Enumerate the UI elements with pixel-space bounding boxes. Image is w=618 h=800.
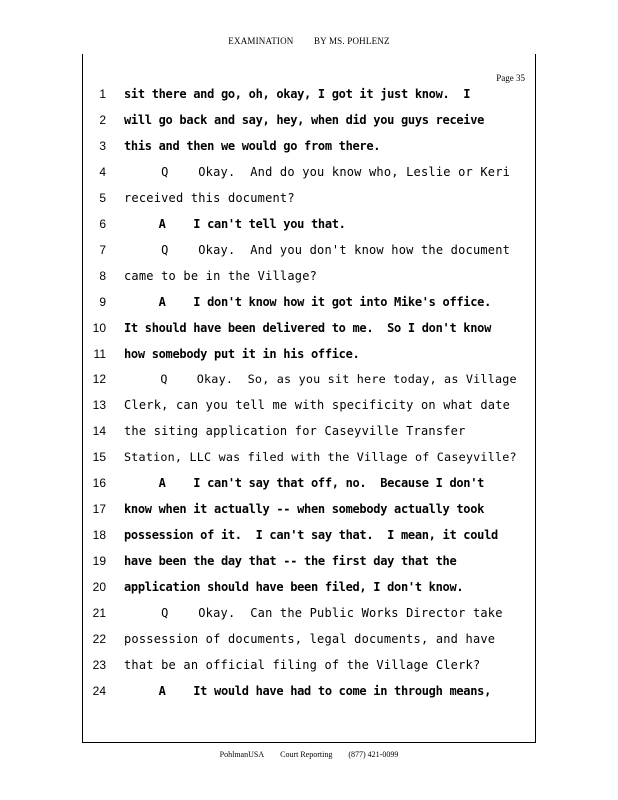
line-number: 2 — [99, 112, 106, 127]
line-number: 6 — [99, 216, 106, 231]
transcript-line — [0, 499, 618, 525]
transcript-line — [0, 603, 618, 629]
transcript-line — [0, 655, 618, 681]
line-text: possession of it. I can't say that. I mean, it could — [124, 528, 498, 543]
line-number: 23 — [92, 657, 106, 672]
line-text: have been the day that -- the first day that the — [124, 554, 457, 569]
transcript-line — [0, 551, 618, 577]
line-text: It should have been delivered to me. So I don't know — [124, 320, 492, 335]
page-number: Page 35 — [496, 73, 525, 83]
transcript-line — [0, 344, 618, 370]
line-number: 1 — [99, 87, 106, 101]
transcript-line — [0, 473, 618, 499]
line-number: 16 — [92, 476, 106, 491]
line-number: 15 — [92, 450, 106, 465]
line-text: application should have been filed, I don't know. — [124, 580, 464, 595]
line-text: the siting application for Caseyville Transfer — [124, 424, 466, 439]
line-text: Clerk, can you tell me with specificity on what date — [124, 398, 511, 413]
line-text: A I can't say that off, no. Because I don't — [124, 476, 485, 491]
line-number: 20 — [92, 580, 106, 595]
line-number: 19 — [92, 554, 106, 569]
page-header — [0, 36, 618, 46]
line-text: A I can't tell you that. — [124, 216, 346, 231]
line-text: know when it actually -- when somebody actually took — [124, 502, 485, 517]
transcript-line — [0, 240, 618, 266]
line-number: 13 — [92, 398, 106, 413]
line-text: that be an official filing of the Village Clerk? — [124, 657, 481, 672]
line-text: came to be in the Village? — [124, 268, 318, 283]
line-number: 3 — [99, 138, 106, 153]
line-number: 17 — [92, 502, 106, 517]
transcript-line — [0, 395, 618, 421]
line-number: 5 — [99, 190, 106, 205]
page-footer — [0, 750, 618, 759]
line-text: A It would have had to come in through means, — [124, 683, 492, 698]
line-text: sit there and go, oh, okay, I got it just know. I — [124, 87, 471, 101]
footer-phone: (877) 421-0099 — [348, 750, 399, 759]
footer-company: PohlmanUSA — [219, 750, 265, 759]
line-number: 11 — [93, 346, 106, 361]
transcript-line — [0, 421, 618, 447]
line-text: Q Okay. And do you know who, Leslie or Keri — [124, 164, 511, 179]
transcript-line — [0, 292, 618, 318]
transcript-line — [0, 162, 618, 188]
line-number: 22 — [92, 631, 106, 646]
transcript-line — [0, 214, 618, 240]
transcript-line — [0, 188, 618, 214]
line-text: how somebody put it in his office. — [124, 346, 360, 361]
line-number: 4 — [99, 164, 106, 179]
line-number: 14 — [92, 424, 106, 439]
transcript-line — [0, 681, 618, 707]
line-text: will go back and say, hey, when did you guys receive — [124, 112, 485, 127]
footer-service: Court Reporting — [280, 750, 333, 759]
transcript-line — [0, 84, 618, 110]
header-examiner: BY MS. POHLENZ — [313, 36, 390, 46]
line-text: Q Okay. Can the Public Works Director take — [124, 606, 503, 620]
transcript-line — [0, 136, 618, 162]
line-text: A I don't know how it got into Mike's office. — [124, 294, 492, 309]
transcript-line — [0, 318, 618, 344]
line-number: 12 — [92, 372, 106, 387]
line-number: 24 — [92, 683, 106, 698]
line-text: possession of documents, legal documents, and have — [124, 631, 496, 646]
line-text: this and then we would go from there. — [124, 138, 381, 153]
transcript-line — [0, 110, 618, 136]
line-number: 10 — [92, 320, 106, 335]
line-text: received this document? — [124, 190, 295, 205]
line-text: Station, LLC was filed with the Village of Caseyville? — [124, 450, 517, 465]
line-text: Q Okay. So, as you sit here today, as Village — [124, 372, 517, 387]
line-number: 18 — [92, 528, 106, 543]
transcript-line — [0, 369, 618, 395]
header-section: EXAMINATION — [228, 36, 294, 46]
transcript-line — [0, 629, 618, 655]
line-number: 8 — [99, 268, 106, 283]
transcript-line — [0, 525, 618, 551]
transcript-line — [0, 577, 618, 603]
line-number: 21 — [92, 606, 106, 620]
transcript-line — [0, 447, 618, 473]
line-number: 9 — [99, 294, 106, 309]
line-text: Q Okay. And you don't know how the document — [124, 242, 511, 257]
transcript-line — [0, 266, 618, 292]
line-number: 7 — [99, 242, 106, 257]
